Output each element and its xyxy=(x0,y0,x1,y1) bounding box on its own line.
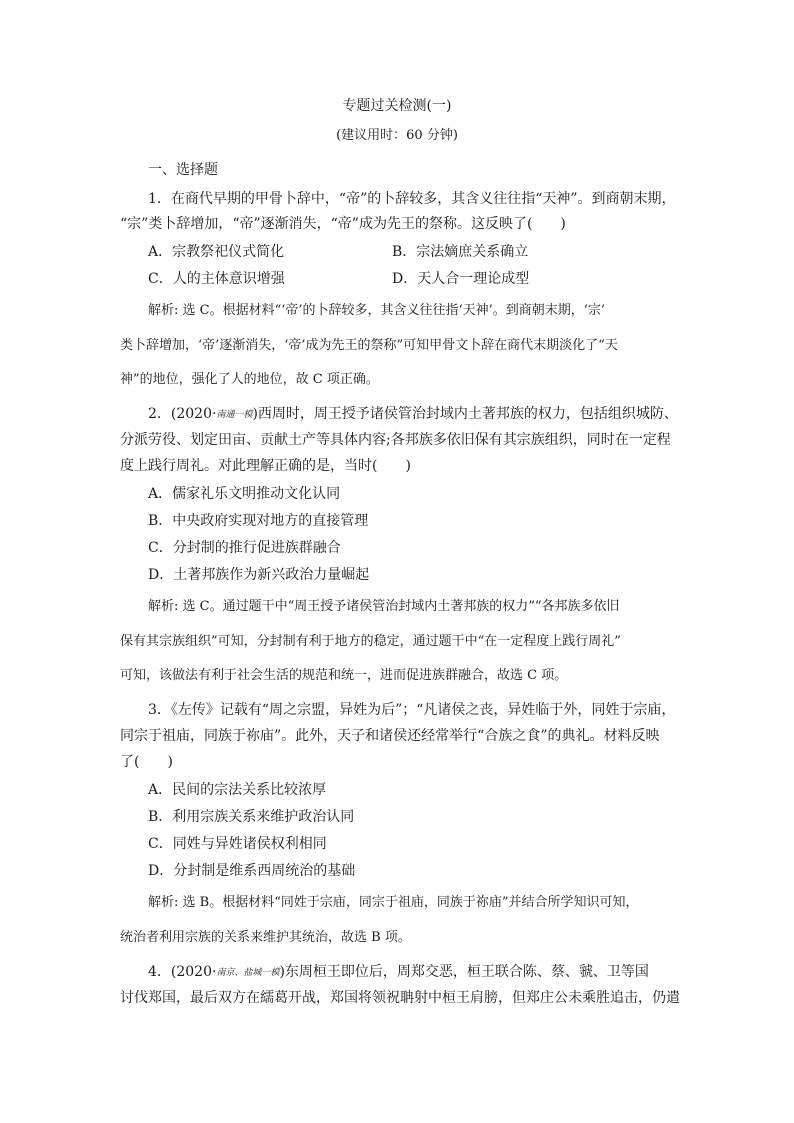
q2-analysis-3: 可知，该做法有利于社会生活的规范和统一，进而促进族群融合，故选 C 项。 xyxy=(120,668,568,683)
page-subtitle: (建议用时：60 分钟) xyxy=(336,128,458,143)
q1-analysis-2: 类卜辞增加，‘帝’逐渐消失，‘帝’成为先王的祭称”可知甲骨文卜辞在商代末期淡化了“天 xyxy=(120,338,618,353)
q2-source: 南通一模 xyxy=(216,410,253,420)
q3-option-b: B．利用宗族关系来维护政治认同 xyxy=(148,809,355,825)
q2-option-a: A．儒家礼乐文明推动文化认同 xyxy=(148,486,341,502)
q2-number: 2．(2020· xyxy=(148,406,217,422)
q2-analysis-2: 保有其宗族组织”可知，分封制有利于地方的稳定，通过题干中“在一定程度上践行周礼” xyxy=(120,634,621,649)
q1-analysis-1: 解析: 选 C。根据材料“‘帝’的卜辞较多，其含义往往指‘天神’。到商朝末期，‘宗’ xyxy=(148,303,606,318)
q1-option-c: C．人的主体意识增强 xyxy=(148,271,285,287)
q2-option-b: B．中央政府实现对地方的直接管理 xyxy=(148,513,369,529)
q4-line-1-text: )东周桓王即位后，周郑交恶，桓王联合陈、蔡、虢、卫等国 xyxy=(279,964,649,980)
q3-option-a: A．民间的宗法关系比较浓厚 xyxy=(148,782,327,798)
q4-line-2: 讨伐郑国，最后双方在繻葛开战，郑国将领祝聃射中桓王肩膀，但郑庄公未乘胜追击，仍遣 xyxy=(120,990,680,1006)
q2-line-1-text: )西周时，周王授予诸侯管治封域内土著邦族的权力，包括组织城防、 xyxy=(252,406,678,422)
q1-option-a: A．宗教祭祀仪式简化 xyxy=(148,244,285,260)
q3-line-2: 同宗于祖庙，同族于祢庙”。此外，天子和诸侯还经常举行“合族之食”的典礼。材料反映 xyxy=(120,728,660,744)
q3-line-3: 了( ) xyxy=(120,754,173,770)
q1-line-1: 1．在商代早期的甲骨卜辞中，“帝”的卜辞较多，其含义往往指“天神”。到商朝末期， xyxy=(148,191,676,207)
q1-option-d: D．天人合一理论成型 xyxy=(392,271,530,287)
page-title: 专题过关检测(一) xyxy=(342,98,452,114)
q2-line-1 xyxy=(148,404,708,425)
q2-line-3: 度上践行周礼。对此理解正确的是，当时( ) xyxy=(120,458,411,474)
q4-source: 南京、盐城一模 xyxy=(216,968,280,978)
section-heading: 一、选择题 xyxy=(148,162,218,178)
q2-option-c: C．分封制的推行促进族群融合 xyxy=(148,540,341,556)
q4-number: 4．(2020· xyxy=(148,964,217,980)
q3-analysis-1: 解析: 选 B。根据材料“同姓于宗庙，同宗于祖庙，同族于祢庙”并结合所学知识可知， xyxy=(148,895,639,910)
q2-line-2: 分派劳役、划定田亩、贡献土产等具体内容;各邦族多依旧保有其宗族组织，同时在一定程 xyxy=(120,432,671,448)
q3-line-1: 3．《左传》记载有“周之宗盟，异姓为后”；“凡诸侯之丧，异姓临于外，同姓于宗庙， xyxy=(148,702,676,718)
q3-option-c: C．同姓与异姓诸侯权利相同 xyxy=(148,836,327,852)
q2-option-d: D．土著邦族作为新兴政治力量崛起 xyxy=(148,567,370,583)
q4-line-1 xyxy=(148,962,708,983)
q3-option-d: D．分封制是维系西周统治的基础 xyxy=(148,863,356,879)
q1-analysis-3: 神”的地位，强化了人的地位，故 C 项正确。 xyxy=(120,372,379,387)
q1-option-b: B．宗法嫡庶关系确立 xyxy=(392,244,529,260)
q2-analysis-1: 解析: 选 C。通过题干中“周王授予诸侯管治封域内土著邦族的权力”“各邦族多依旧 xyxy=(148,599,620,614)
q3-analysis-2: 统治者利用宗族的关系来维护其统治，故选 B 项。 xyxy=(120,930,411,945)
q1-line-2: “宗”类卜辞增加，“帝”逐渐消失，“帝”成为先王的祭称。这反映了( ) xyxy=(120,216,566,232)
